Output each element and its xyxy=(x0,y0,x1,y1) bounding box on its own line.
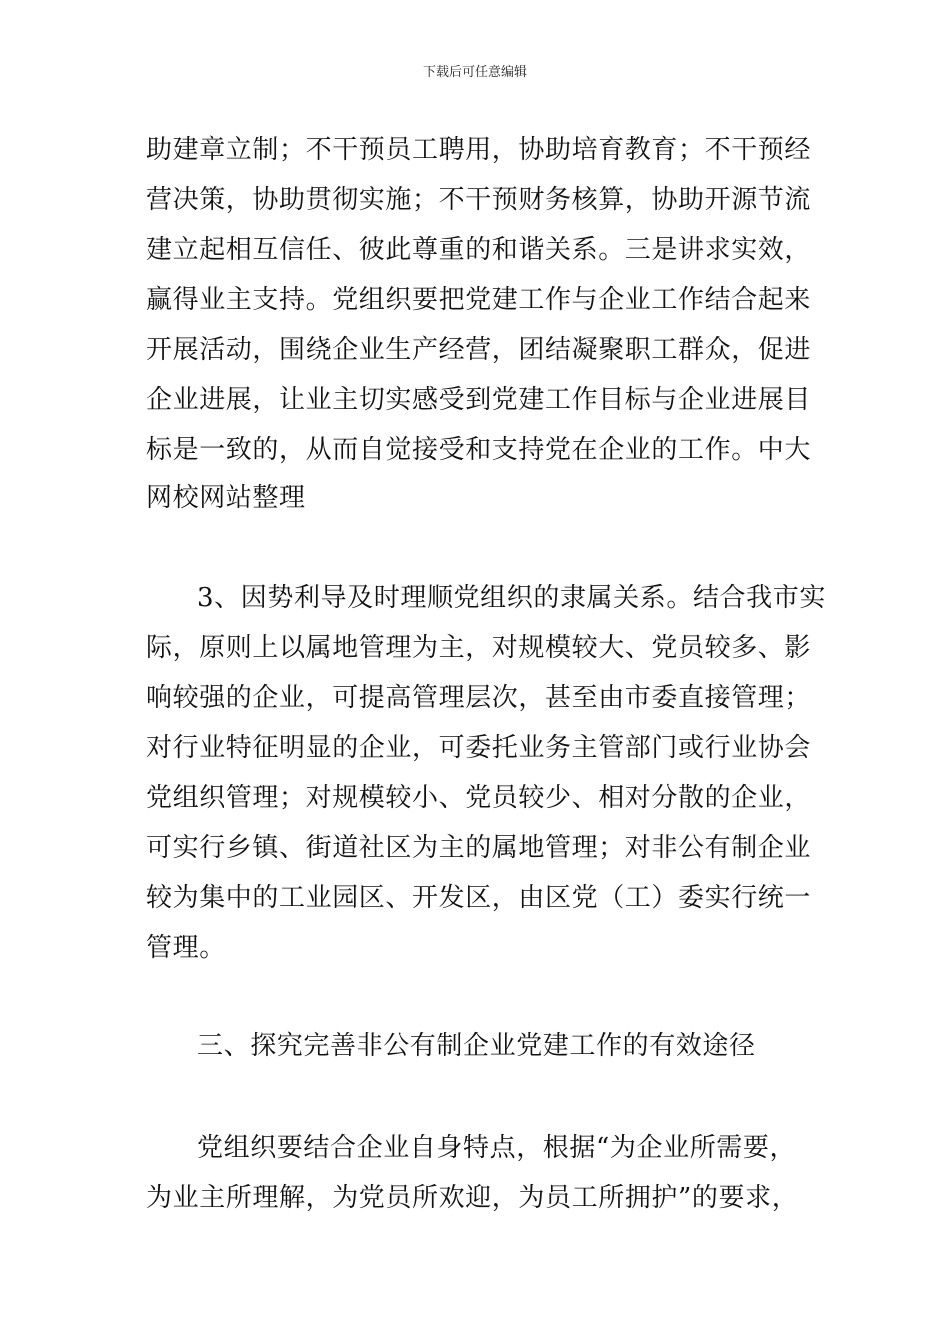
paragraph-line: 助建章立制；不干预员工聘用，协助培育教育；不干预经 xyxy=(146,135,812,165)
paragraph-line: 党组织管理；对规模较小、党员较少、相对分散的企业， xyxy=(146,783,812,813)
paragraph-line: 赢得业主支持。党组织要把党建工作与企业工作结合起来 xyxy=(146,285,812,315)
page-header: 下载后可任意编辑 xyxy=(422,65,527,80)
paragraph-line: 较为集中的工业园区、开发区，由区党（工）委实行统一 xyxy=(146,883,812,913)
paragraph-line: 响较强的企业，可提高管理层次，甚至由市委直接管理； xyxy=(146,683,812,713)
paragraph-line: 党组织要结合企业自身特点，根据“为企业所需要， xyxy=(197,1133,797,1163)
paragraph-line: 为业主所理解，为党员所欢迎，为员工所拥护”的要求， xyxy=(146,1183,799,1213)
paragraph-line: 开展活动，围绕企业生产经营，团结凝聚职工群众，促进 xyxy=(146,335,812,365)
paragraph-line: 营决策，协助贯彻实施；不干预财务核算，协助开源节流 xyxy=(146,185,812,215)
paragraph-line: 建立起相互信任、彼此尊重的和谐关系。三是讲求实效， xyxy=(146,235,812,265)
paragraph-line: 3、因势利导及时理顺党组织的隶属关系。结合我市实 xyxy=(197,583,826,613)
paragraph-line: 管理。 xyxy=(146,933,226,963)
paragraph-line: 对行业特征明显的企业，可委托业务主管部门或行业协会 xyxy=(146,733,812,763)
paragraph-line: 标是一致的，从而自觉接受和支持党在企业的工作。中大 xyxy=(146,435,812,465)
paragraph-line: 际，原则上以属地管理为主，对规模较大、党员较多、影 xyxy=(146,633,812,663)
paragraph-line: 可实行乡镇、街道社区为主的属地管理；对非公有制企业 xyxy=(146,833,812,863)
paragraph-line: 企业进展，让业主切实感受到党建工作目标与企业进展目 xyxy=(146,385,812,415)
paragraph-line: 网校网站整理 xyxy=(146,483,306,513)
section-heading: 三、探究完善非公有制企业党建工作的有效途径 xyxy=(197,1031,756,1061)
